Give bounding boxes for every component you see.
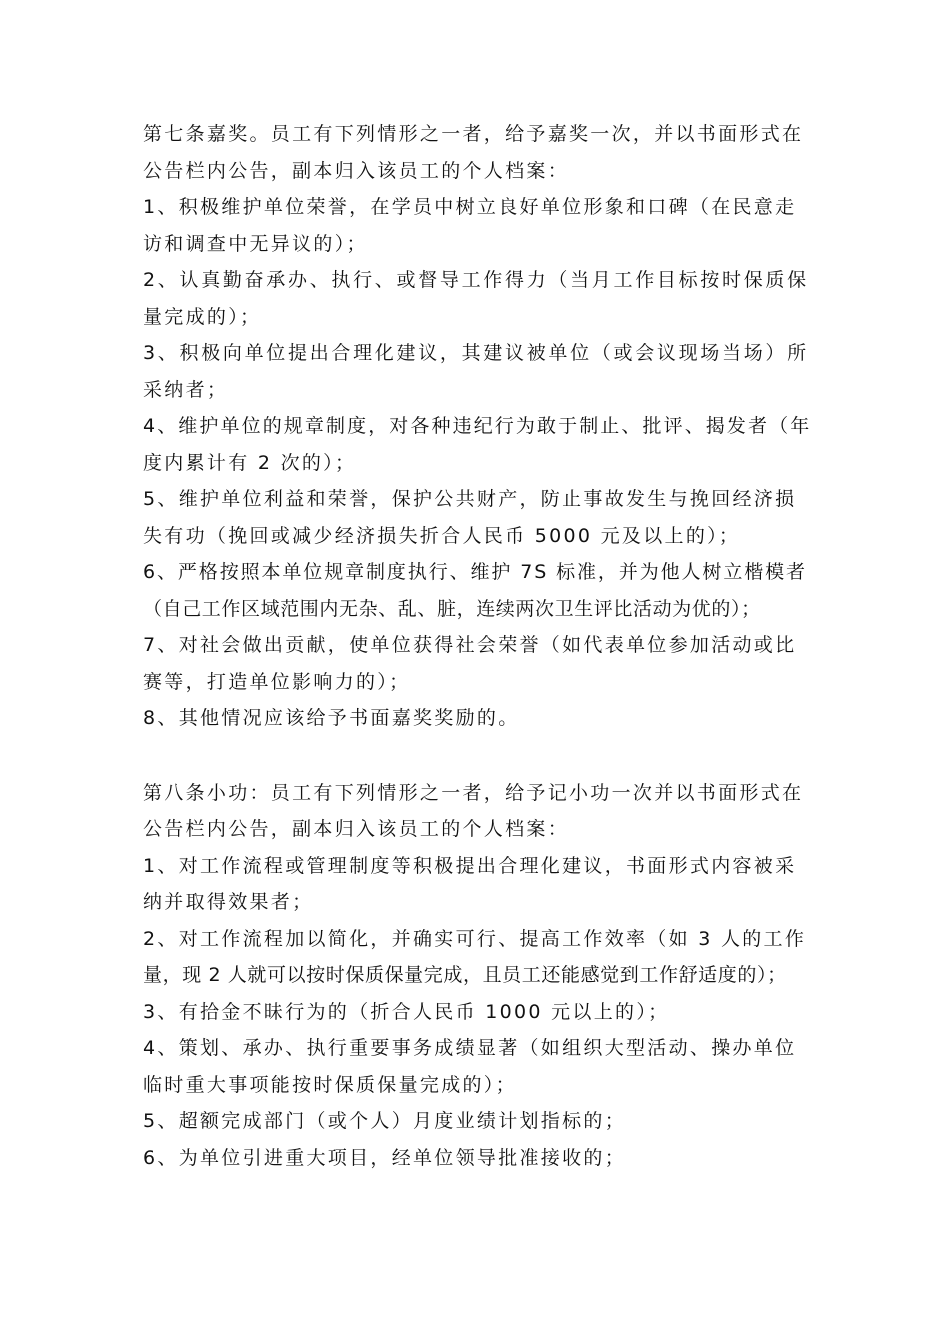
paragraph-line: 采纳者；: [143, 378, 229, 401]
paragraph-line: 3、积极向单位提出合理化建议，其建议被单位（或会议现场当场）所: [143, 342, 809, 364]
paragraph-line: 第七条嘉奖。员工有下列情形之一者，给予嘉奖一次，并以书面形式在: [143, 123, 804, 145]
paragraph-line: 6、严格按照本单位规章制度执行、维护 7S 标准，并为他人树立楷模者: [143, 561, 807, 583]
paragraph-line: 2、认真勤奋承办、执行、或督导工作得力（当月工作目标按时保质保: [143, 269, 809, 291]
paragraph-line: 量完成的）；: [143, 305, 262, 328]
paragraph-line: 3、有拾金不昧行为的（折合人民币 1000 元以上的）；: [143, 1000, 670, 1023]
paragraph-line: 2、对工作流程加以简化，并确实可行、提高工作效率（如 3 人的工作: [143, 927, 807, 950]
document-page: [143, 116, 813, 1176]
article-7-section: [143, 116, 813, 737]
paragraph-line: 访和调查中无异议的）；: [143, 232, 368, 255]
paragraph-line: 临时重大事项能按时保质保量完成的）；: [143, 1073, 517, 1096]
paragraph-line: 6、为单位引进重大项目，经单位领导批准接收的；: [143, 1146, 626, 1169]
paragraph-line: 8、其他情况应该给予书面嘉奖奖励的。: [143, 707, 520, 729]
paragraph-line: 5、超额完成部门（或个人）月度业绩计划指标的；: [143, 1110, 626, 1132]
paragraph-line: 1、对工作流程或管理制度等积极提出合理化建议，书面形式内容被采: [143, 854, 797, 877]
paragraph-line: （自己工作区域范围内无杂、乱、脏，连续两次卫生评比活动为优的）；: [143, 597, 761, 620]
paragraph-line: 纳并取得效果者；: [143, 891, 314, 913]
paragraph-line: 赛等，打造单位影响力的）；: [143, 670, 411, 693]
paragraph-line: 公告栏内公告，副本归入该员工的个人档案：: [143, 159, 570, 182]
paragraph-line: 第八条小功：员工有下列情形之一者，给予记小功一次并以书面形式在: [143, 781, 804, 804]
paragraph-line: 公告栏内公告，副本归入该员工的个人档案：: [143, 818, 570, 840]
paragraph-line: 1、积极维护单位荣誉，在学员中树立良好单位形象和口碑（在民意走: [143, 196, 797, 218]
paragraph-line: 4、策划、承办、执行重要事务成绩显著（如组织大型活动、操办单位: [143, 1037, 797, 1059]
paragraph-line: 4、维护单位的规章制度，对各种违纪行为敢于制止、批评、揭发者（年: [143, 415, 812, 437]
article-8-section: [143, 775, 813, 1177]
paragraph-line: 度内累计有 2 次的）；: [143, 451, 357, 474]
paragraph-line: 7、对社会做出贡献，使单位获得社会荣誉（如代表单位参加活动或比: [143, 634, 797, 656]
paragraph-line: 量，现 2 人就可以按时保质保量完成，且员工还能感觉到工作舒适度的）；: [143, 964, 787, 986]
paragraph-line: 失有功（挽回或减少经济损失折合人民币 5000 元及以上的）；: [143, 524, 741, 547]
paragraph-line: 5、维护单位利益和荣誉，保护公共财产，防止事故发生与挽回经济损: [143, 488, 797, 510]
